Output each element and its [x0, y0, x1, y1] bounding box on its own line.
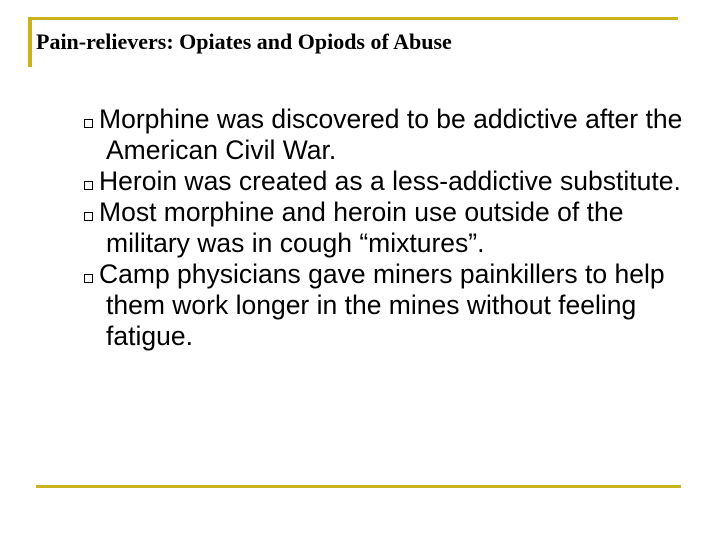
bullet-item	[84, 166, 684, 197]
square-bullet-icon	[84, 274, 96, 286]
bullet-text: Morphine was discovered to be addictive after the American Civil War.	[99, 104, 683, 165]
bullet-item	[84, 104, 684, 166]
title-frame-left-border	[28, 17, 32, 67]
square-bullet-icon	[84, 119, 96, 131]
bullet-text: Most morphine and heroin use outside of the military was in cough “mixtures”.	[99, 197, 624, 258]
slide-title: Pain-relievers: Opiates and Opiods of Abuse	[36, 29, 452, 54]
bullet-text: Camp physicians gave miners painkillers to help them work longer in the mines without feeling fatigue.	[99, 259, 665, 351]
title-frame-top-border	[28, 17, 678, 20]
bullet-item	[84, 259, 684, 352]
bullet-list	[84, 104, 684, 352]
bullet-text: Heroin was created as a less-addictive substitute.	[99, 166, 681, 196]
bullet-item	[84, 197, 684, 259]
square-bullet-icon	[84, 212, 96, 224]
square-bullet-icon	[84, 181, 96, 193]
bottom-divider-rule	[36, 485, 681, 488]
